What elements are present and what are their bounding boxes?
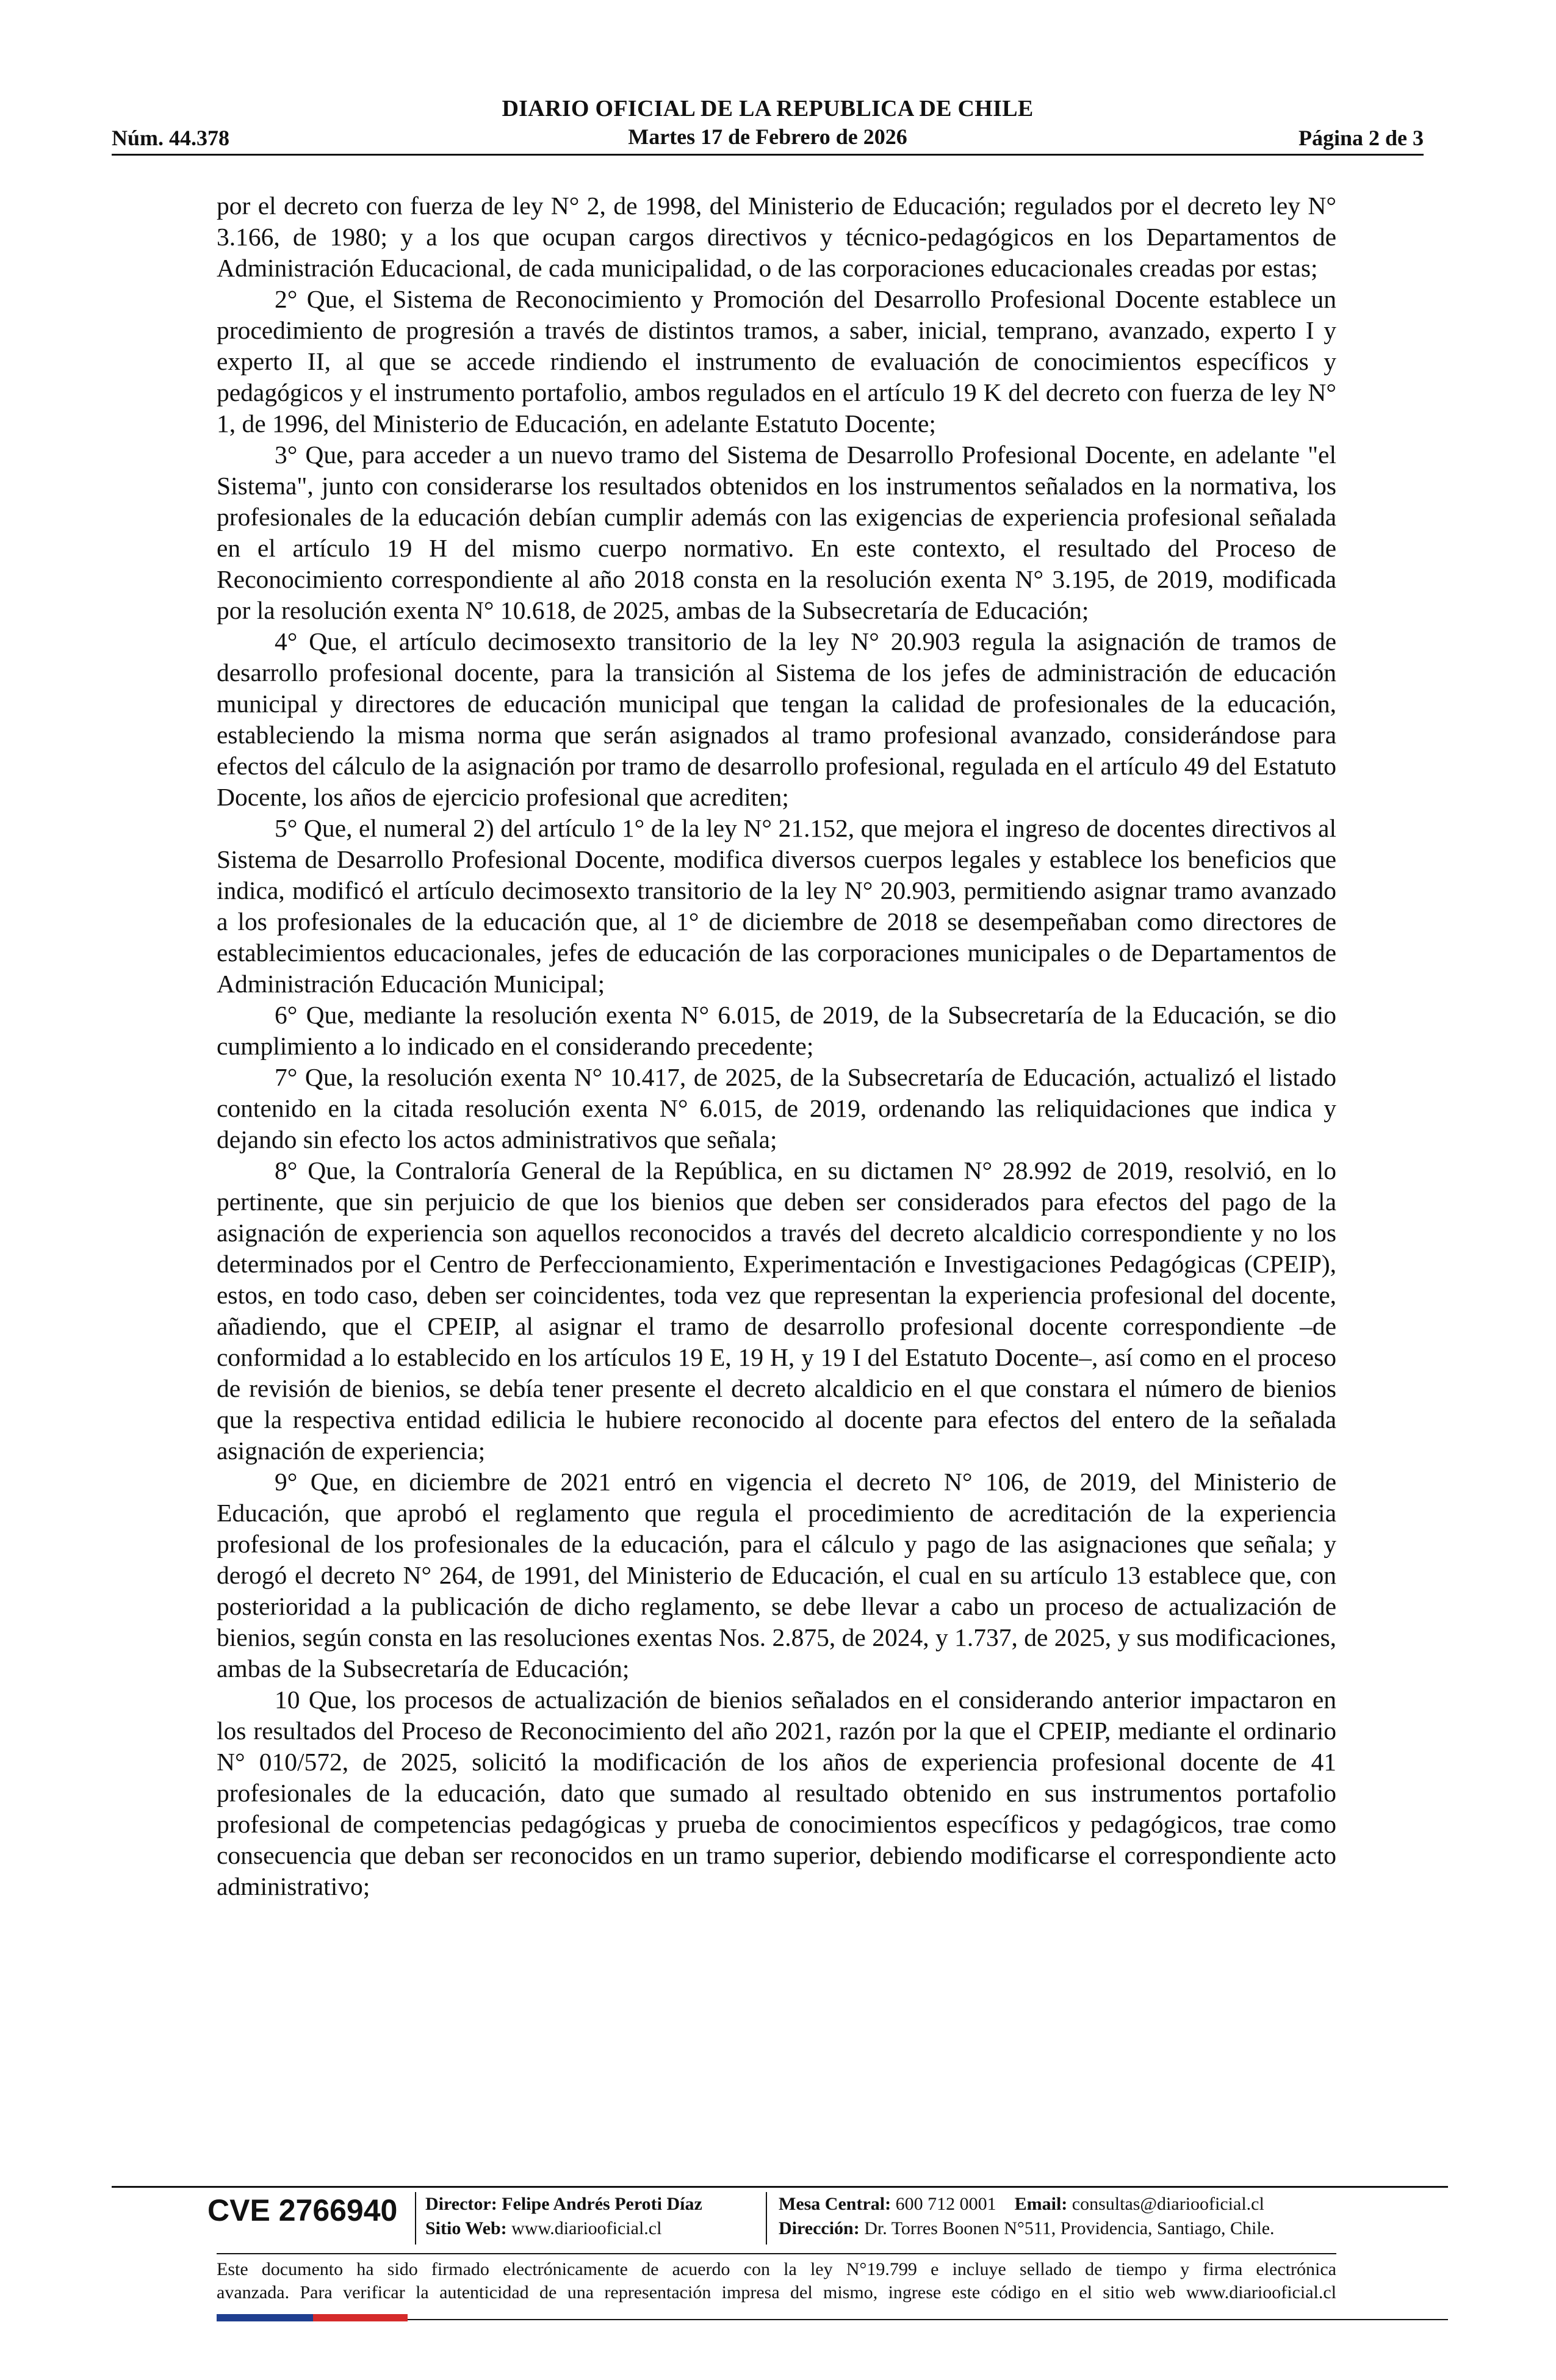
footer-separator — [415, 2192, 416, 2245]
publication-date: Martes 17 de Febrero de 2026 — [628, 124, 907, 149]
footer-contact-block — [779, 2192, 1275, 2241]
site-link[interactable]: www.diariooficial.cl — [511, 2218, 662, 2238]
considerando-10: 10 Que, los procesos de actualización de bienios señalados en el considerando anterior impactaron en los resultados del Proceso de Reconocimiento del año 2021, razón por la que el CPEIP, mediante el ordinario N° 010/572, de 2025, solicitó la modificación de los años de experiencia profesional docente de 41 profesionales de la educación, dato que sumado al resultado obtenido en sus instrumentos portafolio profesional de competencias pedagógicas y prueba de conocimientos específicos y pedagógicos, trae como consecuencia que deban ser reconocidos en un tramo superior, debiendo modificarse el correspondiente acto administrativo; — [217, 1686, 1336, 1900]
legal-line-2: avanzada. Para verificar la autenticidad de una representación impresa del mismo, ingrese este código en el sitio web www.diariooficial.cl — [217, 2282, 1336, 2302]
header-divider — [112, 154, 1424, 156]
considerando-7: 7° Que, la resolución exenta N° 10.417, de 2025, de la Subsecretaría de Educación, actualizó el listado contenido en la citada resolución exenta N° 6.015, de 2019, ordenando las reliquidaciones que indica y dejando sin efecto los actos administrativos que señala; — [217, 1063, 1336, 1153]
considerando-9: 9° Que, en diciembre de 2021 entró en vigencia el decreto N° 106, de 2019, del Ministerio de Educación, que aprobó el reglamento que regula el procedimiento de acreditación de la experiencia profesional de los profesionales de la educación, para el cálculo y pago de las asignaciones que señala; y derogó el decreto N° 264, de 1991, del Ministerio de Educación, el cual en su artículo 13 establece que, con posterioridad a la publicación de dicho reglamento, se debe llevar a cabo un proceso de actualización de bienios, según consta en las resoluciones exentas Nos. 2.875, de 2024, y 1.737, de 2025, y sus modificaciones, ambas de la Subsecretaría de Educación; — [217, 1468, 1336, 1682]
legal-line-1: Este documento ha sido firmado electrónicamente de acuerdo con la ley N°19.799 e incluye sellado de tiempo y firma electrónica — [217, 2259, 1336, 2279]
legal-notice — [217, 2258, 1336, 2304]
issue-number: Núm. 44.378 — [112, 126, 230, 150]
address-value: Dr. Torres Boonen N°511, Providencia, Santiago, Chile. — [864, 2218, 1275, 2238]
considerando-4: 4° Que, el artículo decimosexto transitorio de la ley N° 20.903 regula la asignación de tramos de desarrollo profesional docente, para la transición al Sistema de los jefes de administración de educación municipal y directores de educación municipal que tengan la calidad de profesionales de la educación, estableciendo la misma norma que serán asignados al tramo profesional avanzado, considerándose para efectos del cálculo de la asignación por tramo de desarrollo profesional, regulada en el artículo 49 del Estatuto Docente, los años de ejercicio profesional que acrediten; — [217, 627, 1336, 811]
considerando-6: 6° Que, mediante la resolución exenta N° 6.015, de 2019, de la Subsecretaría de la Educación, se dio cumplimiento a lo indicado en el considerando precedente; — [217, 1001, 1336, 1060]
footer-separator — [766, 2192, 767, 2245]
flag-stripe-red — [313, 2314, 408, 2321]
email-link[interactable]: consultas@diariooficial.cl — [1072, 2194, 1264, 2214]
publication-title: DIARIO OFICIAL DE LA REPUBLICA DE CHILE — [502, 96, 1034, 121]
considerando-3: 3° Que, para acceder a un nuevo tramo del Sistema de Desarrollo Profesional Docente, en adelante "el Sistema", junto con considerarse los resultados obtenidos en los instrumentos señalados en la normativa, los profesionales de la educación debían cumplir además con las exigencias de experiencia profesional señalada en el artículo 19 H del mismo cuerpo normativo. En este contexto, el resultado del Proceso de Reconocimiento correspondiente al año 2018 consta en la resolución exenta N° 3.195, de 2019, modificada por la resolución exenta N° 10.618, de 2025, ambas de la Subsecretaría de Educación; — [217, 441, 1336, 624]
page-header — [112, 95, 1424, 156]
page-number: Página 2 de 3 — [1298, 126, 1424, 150]
considerando-5: 5° Que, el numeral 2) del artículo 1° de la ley N° 21.152, que mejora el ingreso de docentes directivos al Sistema de Desarrollo Profesional Docente, modifica diversos cuerpos legales y establece los beneficios que indica, modificó el artículo decimosexto transitorio de la ley N° 20.903, permitiendo asignar tramo avanzado a los profesionales de la educación que, al 1° de diciembre de 2018 se desempeñaban como directores de establecimientos educacionales, jefes de educación de las corporaciones municipales o de Departamentos de Administración Educación Municipal; — [217, 814, 1336, 998]
mesa-phone: 600 712 0001 — [895, 2194, 996, 2214]
director-name: Felipe Andrés Peroti Díaz — [502, 2194, 702, 2214]
address-label: Dirección: — [779, 2218, 860, 2238]
flag-stripe-blue — [217, 2314, 313, 2321]
director-label: Director: — [425, 2194, 497, 2214]
header-center — [112, 95, 1424, 151]
email-label: Email: — [1014, 2194, 1068, 2214]
considerando-8: 8° Que, la Contraloría General de la República, en su dictamen N° 28.992 de 2019, resolvió, en lo pertinente, que sin perjuicio de que los bienios que deben ser considerados para efectos del pago de la asignación de experiencia son aquellos reconocidos a través del decreto alcaldicio correspondiente y no los determinados por el Centro de Perfeccionamiento, Experimentación e Investigaciones Pedagógicas (CPEIP), estos, en todo caso, deben ser coincidentes, toda vez que representan la experiencia profesional del docente, añadiendo, que el CPEIP, al asignar el tramo de desarrollo profesional docente correspondiente –de conformidad a lo establecido en los artículos 19 E, 19 H, y 19 I del Estatuto Docente–, así como en el proceso de revisión de bienios, se debía tener presente el decreto alcaldicio en el que constara el número de bienios que la respectiva entidad edilicia le hubiere reconocido al docente para efectos del entero de la señalada asignación de experiencia; — [217, 1156, 1336, 1465]
cve-code: CVE 2766940 — [207, 2193, 398, 2227]
site-label: Sitio Web: — [425, 2218, 507, 2238]
footer-director-block — [425, 2192, 702, 2241]
mesa-label: Mesa Central: — [779, 2194, 891, 2214]
considerando-2: 2° Que, el Sistema de Reconocimiento y Promoción del Desarrollo Profesional Docente establece un procedimiento de progresión a través de distintos tramos, a saber, inicial, temprano, avanzado, experto I y experto II, al que se accede rindiendo el instrumento de evaluación de conocimientos específicos y pedagógicos y el instrumento portafolio, ambos regulados en el artículo 19 K del decreto con fuerza de ley N° 1, de 1996, del Ministerio de Educación, en adelante Estatuto Docente; — [217, 285, 1336, 438]
document-body — [217, 190, 1336, 1902]
footer-divider-mid — [217, 2253, 1336, 2254]
paragraph-continuation: por el decreto con fuerza de ley N° 2, de 1998, del Ministerio de Educación; regulados por el decreto ley N° 3.166, de 1980; y a los que ocupan cargos directivos y técnico-pedagógicos en los Departamentos de Administración Educacional, de cada municipalidad, o de las corporaciones educacionales creadas por estas; — [217, 192, 1336, 282]
footer-divider-top — [112, 2186, 1448, 2188]
